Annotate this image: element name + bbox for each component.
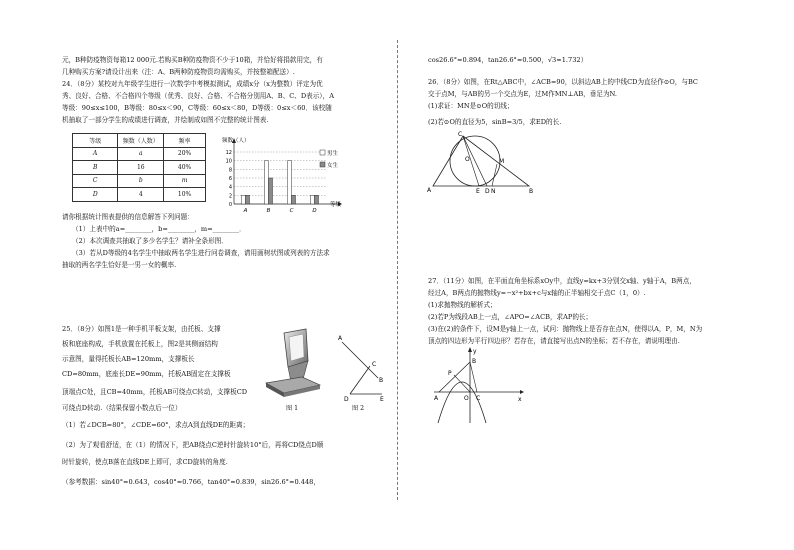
y-tick-label: 10 — [225, 158, 232, 165]
page-divider — [397, 40, 398, 500]
bar-female — [246, 195, 250, 204]
q26-line: (1)求证：MN是⊙O的切线； — [428, 102, 514, 110]
text-line: cos26.6°≈0.894，tan26.6°≈0.500，√3≈1.732） — [428, 56, 588, 64]
bar-male — [311, 195, 315, 204]
legend-label: 男生 — [327, 151, 339, 157]
y-tick-label: 0 — [228, 202, 232, 208]
svg-text:B: B — [379, 377, 384, 384]
y-tick-label: 2 — [228, 193, 232, 200]
q27-line: (3)在(2)的条件下，设M是y轴上一点，试问：抛物线上是否存在点N，使得以A，P，M，N为 — [428, 325, 703, 333]
y-tick-label: 4 — [228, 184, 232, 191]
parabola-figure — [430, 345, 526, 425]
q25-line: （2）为了观看舒适，在（1）的情况下，把AB绕点C逆时针旋转10°后，再将CD绕点D顺 — [62, 441, 324, 449]
label-x: x — [518, 396, 522, 403]
label-P: P — [448, 370, 452, 377]
q24-line: （3）若从D等级的4名学生中抽取两名学生进行问卷调查，请用画树状图或列表的方法求 — [72, 249, 330, 257]
q26-line: (2)若⊙O的直径为5，sinB=3/5，求ED的长. — [428, 118, 562, 126]
label-D: D — [485, 188, 490, 195]
q27-line: (1)求抛物线的解析式； — [428, 301, 497, 309]
y-tick-label: 12 — [225, 150, 232, 156]
q25-line: 顶端点C处，且CB=40mm，托板AB可绕点C转动，支撑板CD — [62, 388, 248, 396]
label-A: A — [427, 187, 432, 194]
label-M: M — [499, 158, 505, 165]
q25-line: 25．（8分）如图1是一种手机平板支架，由托板、支撑 — [62, 325, 221, 333]
q25-line: 板和底座构成，手机放置在托板上，图2是其侧面结构 — [62, 340, 218, 348]
bar-male — [265, 161, 269, 204]
label-O: O — [465, 156, 470, 163]
table-cell: a — [118, 147, 164, 161]
q24-line: 机抽取了一部分学生的成绩进行调查，并绘制成如图不完整的统计图表. — [62, 116, 269, 124]
x-tick-label: D — [312, 208, 317, 214]
svg-text:E: E — [380, 396, 384, 402]
label-C: C — [476, 395, 481, 402]
figure-1-caption: 图 1 — [286, 405, 299, 412]
label-N: N — [491, 188, 496, 195]
q24-line: 秀、良好、合格、不合格四个等级（优秀、良好、合格、不合格分别用A、B、C、D表示），A — [62, 92, 334, 100]
table-header: 频数（人数） — [118, 134, 164, 148]
q24-line: 请你根据统计图表提供的信息解答下列问题： — [62, 213, 194, 221]
stand-geometry-figure — [330, 330, 390, 402]
y-tick-label: 8 — [228, 167, 232, 174]
table-cell: b — [118, 174, 164, 188]
text-line: 几种购买方案?请设计出来（注：A、B两种防疫物资均需购买，并按整箱配送）. — [62, 68, 295, 76]
table-cell: 20% — [164, 147, 206, 161]
svg-text:D: D — [344, 396, 349, 402]
text-line: 元，B种防疫物资每箱12 000元.若购买B种防疫物资不少于10箱，并恰好将捐款用完，有 — [62, 56, 323, 64]
q27-line: 经过A，B两点的抛物线y=−x²+bx+c与x轴的正半轴相交于点C（1，0）. — [428, 289, 646, 297]
bar-male — [288, 161, 292, 204]
q25-line: 可绕点D转动.（结果保留小数点后一位） — [62, 404, 182, 412]
x-tick-label: C — [289, 208, 294, 214]
phone-stand-figure — [262, 327, 324, 399]
table-cell: 4 — [118, 188, 164, 202]
table-cell: 16 — [118, 161, 164, 175]
legend-swatch — [320, 150, 325, 155]
table-cell: A — [73, 147, 118, 161]
circle-triangle-figure — [425, 130, 535, 195]
x-axis-label: 等级 — [330, 202, 342, 208]
table-cell: C — [73, 174, 118, 188]
q24-line: 24．（8分）某校对九年级学生进行一次数学中考模拟测试，成绩x分（x为整数）评定为优 — [62, 80, 323, 88]
label-B: B — [472, 358, 477, 365]
q25-line: （1）若∠DCB=80°，∠CDE=60°，求点A到直线DE的距离； — [62, 421, 250, 429]
q25-line: 示意图，量得托板长AB=120mm，支撑板长 — [62, 355, 195, 363]
bar-female — [292, 195, 296, 204]
bar-female — [315, 195, 319, 204]
q25-line: （参考数据：sin40°≈0.643，cos40°≈0.766，tan40°≈0.839，sin26.6°≈0.448， — [62, 478, 320, 486]
y-axis-label: 频数（人） — [222, 138, 250, 144]
table-cell: D — [73, 188, 118, 202]
label-E: E — [476, 188, 480, 195]
table-row — [73, 147, 206, 161]
table-cell: 10% — [164, 188, 206, 202]
bar-male — [242, 195, 246, 204]
figure-2-caption: 图 2 — [352, 405, 365, 412]
label-O: O — [464, 395, 469, 402]
table-cell: 40% — [164, 161, 206, 175]
bar-chart — [214, 136, 364, 216]
q24-line: 抽取的两名学生恰好是一男一女的概率. — [62, 261, 177, 269]
table-header: 等级 — [73, 134, 118, 148]
q24-line: （1）上表中的a=________，b=________，m=________． — [72, 225, 246, 233]
q26-line: 交于点M，与AB的另一个交点为E，过M作MN⊥AB，垂足为N. — [428, 90, 617, 98]
x-tick-label: A — [243, 208, 248, 214]
y-tick-label: 6 — [228, 176, 232, 182]
legend-swatch — [320, 162, 325, 167]
table-row — [73, 174, 206, 188]
q27-line: 顶点的四边形为平行四边形？若存在，请直接写出点N的坐标；若不存在，请说明理由. — [428, 337, 680, 345]
table-header-row — [73, 134, 206, 148]
svg-text:A: A — [338, 335, 343, 342]
frequency-table — [72, 133, 206, 202]
legend-label: 女生 — [327, 163, 339, 169]
q25-line: CD=80mm，底座长DE=90mm，托板AB固定在支撑板 — [62, 370, 231, 378]
label-A: A — [434, 395, 439, 402]
table-cell: m — [164, 174, 206, 188]
table-row — [73, 188, 206, 202]
table-header: 频率 — [164, 134, 206, 148]
q27-line: (2)若P为线段AB上一点，∠APO=∠ACB，求AP的长； — [428, 313, 593, 321]
table-cell: B — [73, 161, 118, 175]
bar-female — [269, 178, 273, 204]
q24-line: （2）本次调查共抽取了多少名学生？请补全条形图． — [72, 237, 228, 245]
svg-text:C: C — [372, 361, 377, 368]
q27-line: 27．（11分）如图，在平面直角坐标系xOy中，直线y=kx+3分别交x轴、y轴于A，B两点， — [428, 277, 696, 285]
x-tick-label: B — [266, 208, 271, 214]
table-row — [73, 161, 206, 175]
q24-line: 等级：90≤x≤100，B等级：80≤x＜90，C等级：60≤x＜80，D等级：0≤x＜60．该校随 — [62, 104, 332, 112]
label-y: y — [473, 348, 477, 355]
label-C: C — [458, 131, 463, 138]
q26-line: 26．（8分）如图，在Rt△ABC中，∠ACB=90，以斜边AB上的中线CD为直径作⊙O，与BC — [428, 78, 698, 86]
label-B: B — [529, 188, 534, 195]
q25-line: 时针旋转，使点B落在直线DE上即可，求CD旋转的角度. — [62, 458, 228, 466]
